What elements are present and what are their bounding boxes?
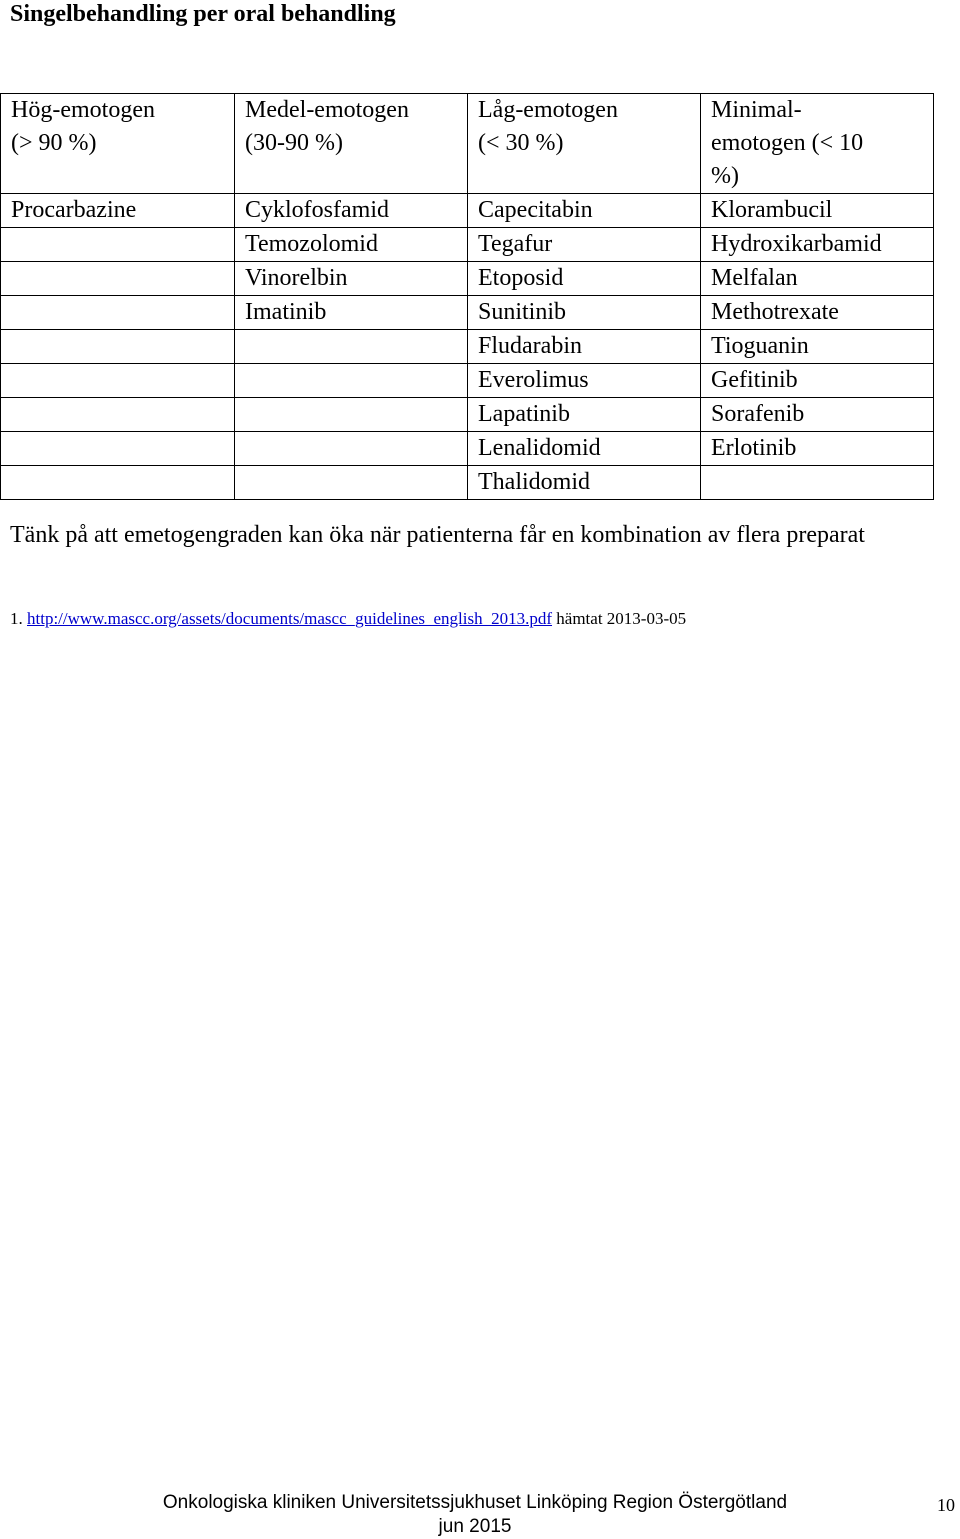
table-cell bbox=[1, 432, 235, 466]
table-cell: Hydroxikarbamid bbox=[701, 228, 934, 262]
header-line: Minimal- bbox=[711, 97, 802, 123]
table-cell bbox=[1, 262, 235, 296]
table-cell: Capecitabin bbox=[468, 194, 701, 228]
table-cell bbox=[701, 466, 934, 500]
table-cell: Everolimus bbox=[468, 364, 701, 398]
table-header-row bbox=[1, 94, 934, 194]
table-row bbox=[1, 398, 934, 432]
header-cell-medium bbox=[235, 94, 468, 194]
table-cell: Melfalan bbox=[701, 262, 934, 296]
table-cell bbox=[235, 466, 468, 500]
reference-suffix: hämtat 2013-03-05 bbox=[556, 609, 687, 628]
table-cell: Lenalidomid bbox=[468, 432, 701, 466]
header-line: Medel-emotogen bbox=[245, 97, 409, 123]
table-cell: Thalidomid bbox=[468, 466, 701, 500]
table-cell: Cyklofosfamid bbox=[235, 194, 468, 228]
header-line: (< 30 %) bbox=[478, 130, 564, 156]
table-cell bbox=[1, 398, 235, 432]
header-line: (> 90 %) bbox=[11, 130, 97, 156]
table-cell: Klorambucil bbox=[701, 194, 934, 228]
reference-link[interactable]: http://www.mascc.org/assets/documents/mascc_guidelines_english_2013.pdf bbox=[27, 609, 553, 628]
table-cell: Vinorelbin bbox=[235, 262, 468, 296]
table-cell: Erlotinib bbox=[701, 432, 934, 466]
table-cell bbox=[1, 364, 235, 398]
table-row bbox=[1, 466, 934, 500]
header-line: (30-90 %) bbox=[245, 130, 343, 156]
reference bbox=[10, 608, 686, 630]
table-cell: Imatinib bbox=[235, 296, 468, 330]
header-cell-low bbox=[468, 94, 701, 194]
table-cell: Gefitinib bbox=[701, 364, 934, 398]
table-row bbox=[1, 262, 934, 296]
table-row bbox=[1, 194, 934, 228]
table-cell: Etoposid bbox=[468, 262, 701, 296]
header-cell-minimal bbox=[701, 94, 934, 194]
combination-note: Tänk på att emetogengraden kan öka när patienterna får en kombination av flera preparat bbox=[10, 522, 865, 548]
header-line: Hög-emotogen bbox=[11, 97, 155, 123]
table-row bbox=[1, 228, 934, 262]
page-heading: Singelbehandling per oral behandling bbox=[10, 1, 396, 27]
header-line: %) bbox=[711, 163, 739, 189]
header-cell-high bbox=[1, 94, 235, 194]
table-cell bbox=[1, 296, 235, 330]
header-line: Låg-emotogen bbox=[478, 97, 618, 123]
table-row bbox=[1, 330, 934, 364]
table-cell bbox=[235, 330, 468, 364]
table-cell bbox=[235, 432, 468, 466]
table-cell bbox=[1, 466, 235, 500]
table-cell: Fludarabin bbox=[468, 330, 701, 364]
page-footer bbox=[90, 1491, 860, 1539]
header-line: emotogen (< 10 bbox=[711, 130, 864, 156]
table-cell: Lapatinib bbox=[468, 398, 701, 432]
table-row bbox=[1, 296, 934, 330]
reference-number: 1. bbox=[10, 609, 23, 628]
table-cell bbox=[235, 398, 468, 432]
table-cell: Procarbazine bbox=[1, 194, 235, 228]
table-cell: Sorafenib bbox=[701, 398, 934, 432]
footer-organization: Onkologiska kliniken Universitetssjukhuset Linköping Region Östergötland bbox=[162, 1492, 788, 1513]
table-cell: Tegafur bbox=[468, 228, 701, 262]
page-number: 10 bbox=[937, 1495, 955, 1515]
footer-date: jun 2015 bbox=[438, 1516, 512, 1537]
table-row bbox=[1, 432, 934, 466]
table-cell bbox=[235, 364, 468, 398]
table-cell: Methotrexate bbox=[701, 296, 934, 330]
table-cell bbox=[1, 228, 235, 262]
table-cell bbox=[1, 330, 235, 364]
table-cell: Tioguanin bbox=[701, 330, 934, 364]
table-row bbox=[1, 364, 934, 398]
table-cell: Sunitinib bbox=[468, 296, 701, 330]
emetogenicity-table bbox=[0, 93, 934, 500]
table-cell: Temozolomid bbox=[235, 228, 468, 262]
